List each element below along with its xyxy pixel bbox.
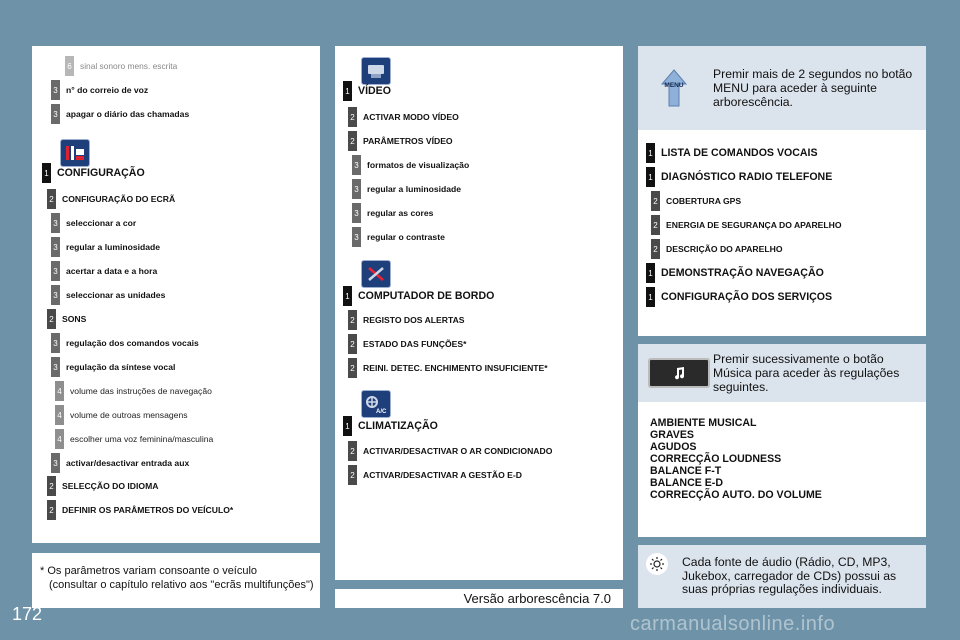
menu-button-label: MENU xyxy=(664,82,684,89)
list-item xyxy=(47,309,86,329)
level-badge: 2 xyxy=(651,239,660,259)
list-item xyxy=(55,405,188,425)
list-item-label: CONFIGURAÇÃO DO ECRÃ xyxy=(62,194,176,204)
list-item-label: n° do correio de voz xyxy=(66,85,149,95)
list-item xyxy=(352,203,433,223)
list-item xyxy=(646,167,832,187)
list-item-label: ACTIVAR MODO VÍDEO xyxy=(363,112,459,122)
list-item xyxy=(55,381,212,401)
list-item xyxy=(352,155,469,175)
list-item xyxy=(65,56,177,76)
list-item-label: DIAGNÓSTICO RADIO TELEFONE xyxy=(661,171,833,183)
list-item xyxy=(348,131,453,151)
list-item-label: regular a luminosidade xyxy=(367,184,462,194)
music-setting: AGUDOS xyxy=(650,441,697,453)
list-item-label: volume de outroas mensagens xyxy=(70,410,188,420)
list-item-label: CONFIGURAÇÃO xyxy=(57,167,145,179)
list-item xyxy=(343,416,438,436)
list-item-label: VÍDEO xyxy=(358,85,391,97)
list-item xyxy=(51,453,189,473)
level-badge: 1 xyxy=(646,287,655,307)
list-item xyxy=(646,143,818,163)
version-label: Versão arborescência 7.0 xyxy=(463,591,611,606)
tip-text: Cada fonte de áudio (Rádio, CD, MP3, Jukebox, carregador de CDs) possui as suas próprias regulações individuais. xyxy=(682,555,897,596)
level-badge: 3 xyxy=(352,203,361,223)
list-item-label: regular o contraste xyxy=(367,232,445,242)
list-item xyxy=(42,163,145,183)
level-badge: 2 xyxy=(348,465,357,485)
list-item xyxy=(51,285,165,305)
list-item xyxy=(55,429,213,449)
left-panel xyxy=(32,46,320,543)
version-panel xyxy=(335,589,623,608)
level-badge: 3 xyxy=(352,227,361,247)
list-item-label: REINI. DETEC. ENCHIMENTO INSUFICIENTE* xyxy=(363,363,548,373)
music-setting: BALANCE E-D xyxy=(650,477,723,489)
list-item-label: formatos de visualização xyxy=(367,160,470,170)
list-item-label: PARÂMETROS VÍDEO xyxy=(363,136,453,146)
list-item xyxy=(646,287,832,307)
list-item-label: ESTADO DAS FUNÇÕES* xyxy=(363,339,467,349)
music-button-icon xyxy=(648,358,710,388)
list-item-label: regulação dos comandos vocais xyxy=(66,338,199,348)
list-item-label: DESCRIÇÃO DO APARELHO xyxy=(666,244,783,254)
list-item xyxy=(651,191,741,211)
list-item xyxy=(348,310,465,330)
list-item-label: DEMONSTRAÇÃO NAVEGAÇÃO xyxy=(661,267,824,279)
music-info-text: Premir sucessivamente o botão Música para aceder às regulações seguintes. xyxy=(713,352,900,394)
level-badge: 1 xyxy=(343,81,352,101)
list-item-label: seleccionar as unidades xyxy=(66,290,166,300)
list-item xyxy=(47,500,233,520)
level-badge: 2 xyxy=(348,358,357,378)
level-badge: 1 xyxy=(343,416,352,436)
level-badge: 3 xyxy=(51,357,60,377)
list-item-label: ACTIVAR/DESACTIVAR A GESTÃO E-D xyxy=(363,470,522,480)
list-item-label: REGISTO DOS ALERTAS xyxy=(363,315,465,325)
list-item-label: CLIMATIZAÇÃO xyxy=(358,420,438,432)
footnote-line: * Os parâmetros variam consoante o veículo xyxy=(40,565,258,577)
level-badge: 3 xyxy=(51,104,60,124)
list-item-label: COBERTURA GPS xyxy=(666,196,742,206)
music-setting: CORRECÇÃO LOUDNESS xyxy=(650,453,782,465)
list-item-label: ACTIVAR/DESACTIVAR O AR CONDICIONADO xyxy=(363,446,553,456)
ac-icon-text: A/C xyxy=(376,409,387,414)
list-item-label: ENERGIA DE SEGURANÇA DO APARELHO xyxy=(666,220,842,230)
list-item xyxy=(51,104,189,124)
list-item-label: SELECÇÃO DO IDIOMA xyxy=(62,481,159,491)
list-item-label: escolher uma voz feminina/masculina xyxy=(70,434,214,444)
music-setting: BALANCE F-T xyxy=(650,465,722,477)
list-item-label: sinal sonoro mens. escrita xyxy=(80,61,178,71)
level-badge: 2 xyxy=(348,310,357,330)
list-item-label: COMPUTADOR DE BORDO xyxy=(358,290,495,302)
list-item xyxy=(51,237,160,257)
footnote-panel xyxy=(32,553,320,608)
list-item xyxy=(47,189,175,209)
level-badge: 4 xyxy=(55,429,64,449)
trip-computer-icon xyxy=(361,260,391,288)
level-badge: 4 xyxy=(55,381,64,401)
list-item xyxy=(343,286,494,306)
list-item-label: regular a luminosidade xyxy=(66,242,161,252)
list-item-label: SONS xyxy=(62,314,87,324)
level-badge: 2 xyxy=(651,215,660,235)
list-item-label: LISTA DE COMANDOS VOCAIS xyxy=(661,147,818,159)
level-badge: 6 xyxy=(65,56,74,76)
level-badge: 3 xyxy=(51,261,60,281)
level-badge: 2 xyxy=(348,441,357,461)
list-item xyxy=(646,263,824,283)
middle-panel xyxy=(335,46,623,580)
level-badge: 3 xyxy=(51,213,60,233)
list-item xyxy=(348,334,466,354)
level-badge: 1 xyxy=(42,163,51,183)
level-badge: 2 xyxy=(47,189,56,209)
level-badge: 4 xyxy=(55,405,64,425)
climate-icon xyxy=(361,390,391,418)
list-item xyxy=(651,215,842,235)
list-item-label: DEFINIR OS PARÂMETROS DO VEÍCULO* xyxy=(62,505,234,515)
list-item-label: acertar a data e a hora xyxy=(66,266,158,276)
list-item xyxy=(348,465,522,485)
list-item-label: activar/desactivar entrada aux xyxy=(66,458,190,468)
list-item xyxy=(348,107,459,127)
list-item-label: regular as cores xyxy=(367,208,434,218)
level-badge: 3 xyxy=(352,179,361,199)
footnote-line: (consultar o capítulo relativo aos "ecrãs multifunções") xyxy=(49,579,314,591)
list-item xyxy=(51,80,148,100)
list-item xyxy=(348,358,548,378)
level-badge: 3 xyxy=(51,333,60,353)
music-setting: CORRECÇÃO AUTO. DO VOLUME xyxy=(650,489,822,501)
music-setting: AMBIENTE MUSICAL xyxy=(650,417,757,429)
level-badge: 1 xyxy=(646,167,655,187)
menu-panel xyxy=(638,46,926,336)
level-badge: 1 xyxy=(646,263,655,283)
list-item xyxy=(51,357,175,377)
list-item-label: seleccionar a cor xyxy=(66,218,137,228)
list-item xyxy=(352,227,445,247)
level-badge: 2 xyxy=(47,309,56,329)
list-item xyxy=(348,441,552,461)
list-item xyxy=(51,213,136,233)
tip-panel xyxy=(638,545,926,608)
level-badge: 2 xyxy=(348,334,357,354)
watermark: carmanualsonline.info xyxy=(630,613,836,635)
list-item-label: volume das instruções de navegação xyxy=(70,386,212,396)
level-badge: 2 xyxy=(651,191,660,211)
tip-icon xyxy=(646,553,668,575)
level-badge: 3 xyxy=(51,453,60,473)
list-item-label: apagar o diário das chamadas xyxy=(66,109,190,119)
level-badge: 3 xyxy=(51,285,60,305)
list-item-label: regulação da síntese vocal xyxy=(66,362,176,372)
menu-info-text: Premir mais de 2 segundos no botão MENU para aceder à seguinte arborescência. xyxy=(713,67,913,109)
level-badge: 2 xyxy=(47,500,56,520)
list-item xyxy=(352,179,461,199)
list-item xyxy=(51,333,199,353)
music-setting: GRAVES xyxy=(650,429,694,441)
level-badge: 3 xyxy=(352,155,361,175)
page-number: 172 xyxy=(12,604,43,624)
level-badge: 1 xyxy=(343,286,352,306)
level-badge: 1 xyxy=(646,143,655,163)
level-badge: 2 xyxy=(47,476,56,496)
list-item xyxy=(47,476,158,496)
music-panel xyxy=(638,344,926,537)
list-item xyxy=(651,239,783,259)
list-item-label: CONFIGURAÇÃO DOS SERVIÇOS xyxy=(661,291,833,303)
level-badge: 2 xyxy=(348,107,357,127)
level-badge: 2 xyxy=(348,131,357,151)
list-item xyxy=(51,261,157,281)
menu-button-icon xyxy=(660,68,688,108)
level-badge: 3 xyxy=(51,237,60,257)
level-badge: 3 xyxy=(51,80,60,100)
list-item xyxy=(343,81,391,101)
